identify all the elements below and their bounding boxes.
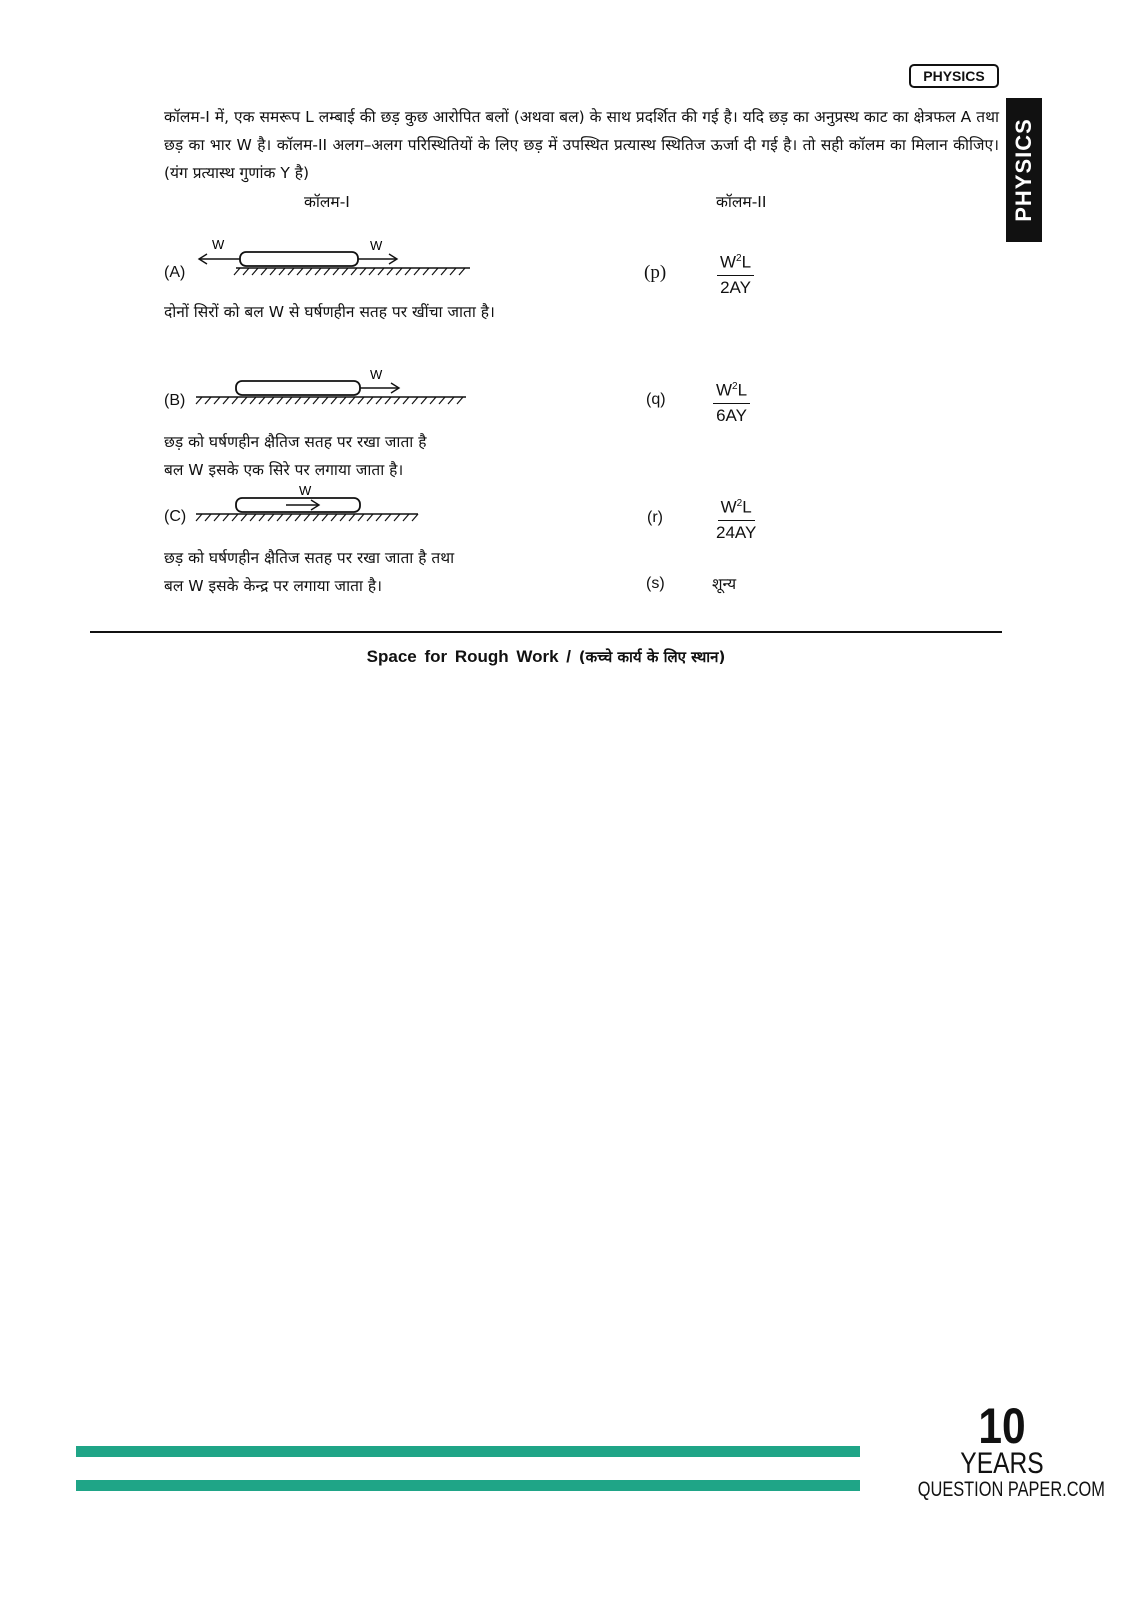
match-s-value: शून्य	[712, 575, 737, 593]
column2-heading: कॉलम-II	[716, 193, 767, 211]
figure-c-hatching	[196, 514, 418, 521]
column1-heading: कॉलम-I	[304, 193, 350, 211]
match-r-fraction: $\frac{W^2L}{24AY}$	[713, 492, 759, 545]
item-b-description-line1: छड़ को घर्षणहीन क्षैतिज सतह पर रखा जाता है	[164, 433, 427, 451]
item-c-description-line1: छड़ को घर्षणहीन क्षैतिज सतह पर रखा जाता है तथा	[164, 549, 455, 567]
match-q-label: (q)	[646, 391, 666, 408]
figure-b-rod-body	[236, 381, 360, 395]
logo-number: 10	[978, 1398, 1026, 1454]
match-p-fraction: $\frac{W^2L}{2AY}$	[717, 247, 754, 300]
subject-badge: PHYSICS	[909, 64, 999, 88]
item-a-description: दोनों सिरों को बल W से घर्षणहीन सतह पर खींचा जाता है।	[164, 303, 495, 321]
rough-work-hindi: (कच्चे कार्य के लिए स्थान)	[578, 648, 726, 666]
footer-bar-top	[76, 1446, 860, 1457]
site-logo	[914, 1398, 1105, 1502]
figure-b-rod	[196, 367, 466, 404]
rough-work-caption	[90, 647, 1002, 667]
item-c-description-line2: बल W इसके केन्द्र पर लगाया जाता है।	[164, 577, 382, 595]
item-b-label: (B)	[164, 392, 186, 409]
figure-b-hatching	[196, 397, 463, 404]
figure-c-rod	[196, 484, 418, 520]
item-c-label: (C)	[164, 508, 187, 525]
figure-a-rod-body	[240, 252, 358, 266]
figure-c-force-label: W	[299, 483, 312, 498]
section-divider	[90, 631, 1002, 633]
match-p-label: (p)	[644, 262, 667, 283]
question-intro: कॉलम-I में, एक समरूप L लम्बाई की छड़ कुछ आरोपित बलों (अथवा बल) के साथ प्रदर्शित की गई है। यदि छड़ का अनुप्रस्थ काट का क्षेत्रफल A तथा छड़ का भार W है। कॉलम-II अलग–अलग परिस्थितियों के लिए छड़ में उपस्थित प्रत्यास्थ स्थितिज ऊर्जा दी गई है। तो सही कॉलम का मिलान कीजिए। (यंग प्रत्यास्थ गुणांक Y है)	[164, 108, 999, 182]
item-c-description	[164, 544, 454, 600]
item-b-description	[164, 428, 426, 484]
footer-bar-bottom	[76, 1480, 860, 1491]
logo-years: YEARS	[960, 1447, 1044, 1480]
match-r-label: (r)	[647, 509, 663, 526]
figure-a-rod	[196, 238, 470, 274]
item-a-label: (A)	[164, 264, 186, 281]
figure-a-force-label-left: W	[212, 237, 225, 252]
item-b-description-line2: बल W इसके एक सिरे पर लगाया जाता है।	[164, 461, 404, 479]
side-tab-label: PHYSICS	[1011, 118, 1036, 222]
logo-site: QUESTION PAPER.COM	[917, 1478, 1105, 1501]
figure-a-hatching	[234, 268, 465, 275]
match-s-label: (s)	[646, 575, 665, 592]
side-subject-tab	[1006, 98, 1042, 242]
figure-a-ground	[234, 268, 470, 275]
figure-b-force-label: W	[370, 367, 383, 382]
rough-work-english: Space for Rough Work /	[366, 647, 572, 666]
match-q-fraction: $\frac{W^2L}{6AY}$	[713, 375, 750, 428]
figure-a-force-label-right: W	[370, 238, 383, 253]
